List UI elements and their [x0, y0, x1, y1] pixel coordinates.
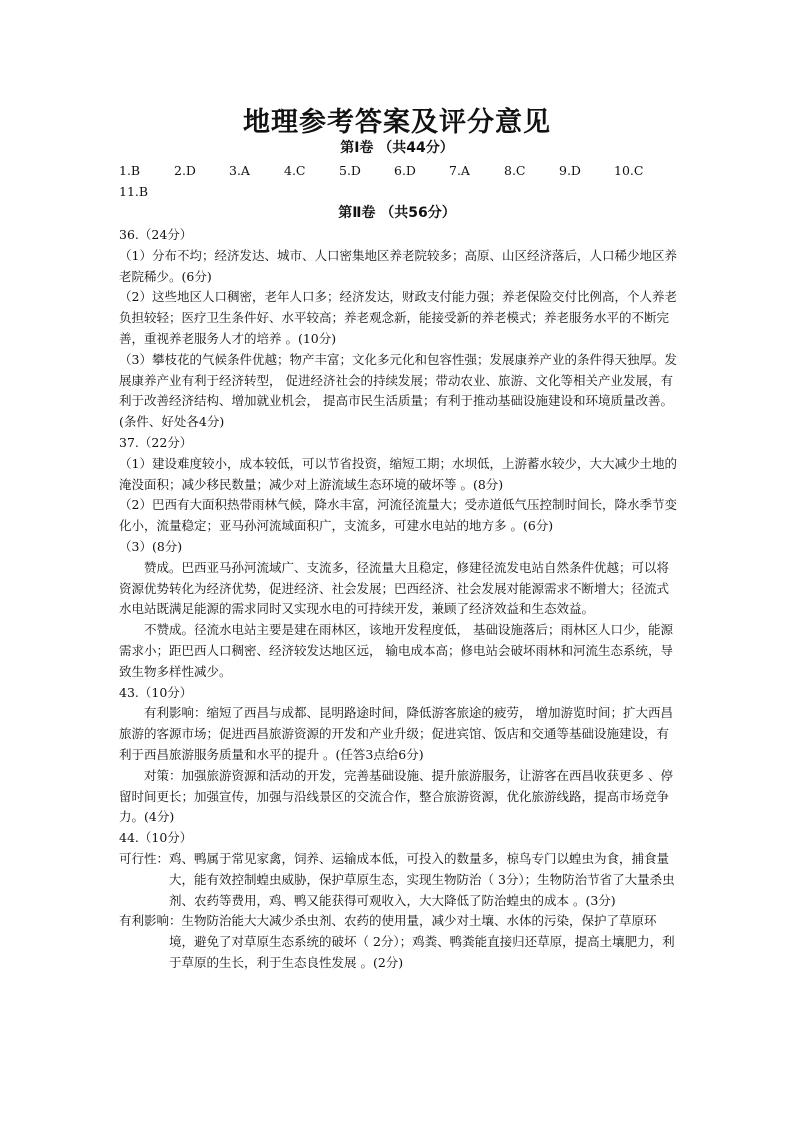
answer-item: 11.B: [119, 184, 149, 199]
answer-item: 7.A: [449, 163, 470, 178]
answer-paragraph: 有利影响：缩短了西昌与成都、昆明路途时间，降低游客旅途的疲劳， 增加游览时间；扩大西昌旅游的客源市场；促进西昌旅游资源的开发和产业升级；促进宾馆、饭店和交通等基础设施建设，有利于西昌旅游服务质量和水平的提升 。(任答3点给6分): [119, 705, 673, 762]
answer-item: 2.D: [174, 163, 196, 178]
answer-paragraph: （1）分布不均；经济发达、城市、人口密集地区养老院较多；高原、山区经济落后，人口稀少地区养老院稀少。(6分): [119, 247, 677, 284]
answer-paragraph: 不赞成。径流水电站主要是建在雨林区，该地开发程度低， 基础设施落后；雨林区人口少，能源需求小；距巴西人口稠密、经济较发达地区远， 输电成本高；修电站会破坏雨林和河流生态系统，导致生物多样性减少。: [119, 622, 673, 679]
answer-paragraph: （2）这些地区人口稠密，老年人口多；经济发达，财政支付能力强；养老保险交付比例高，个人养老负担较轻；医疗卫生条件好、水平较高；养老观念新，能接受新的养老模式；养老服务水平的不断完善，重视养老服务人才的培养 。(10分): [119, 289, 677, 346]
question-heading: 36.（24分）: [119, 227, 193, 242]
answer-paragraph: 有利影响：生物防治能大大减少杀虫剂、农药的使用量，减少对土壤、水体的污染，保护了草原环境，避免了对草原生态系统的破坏（ 2分）；鸡粪、鸭粪能直接归还草原，提高土壤肥力，利于草原的生长，利于生态良性发展 。(2分): [119, 913, 675, 970]
answer-paragraph: 赞成。巴西亚马孙河流域广、支流多，径流量大且稳定，修建径流发电站自然条件优越；可以将资源优势转化为经济优势，促进经济、社会发展；巴西经济、社会发展对能源需求不断增大；径流式水电站既满足能源的需求同时又实现水电的可持续开发，兼顾了经济效益和生态效益。: [119, 559, 670, 617]
answer-item: 1.B: [119, 163, 141, 178]
answer-paragraph: （1）建设难度较小，成本较低，可以节省投资，缩短工期；水坝低，上游蓄水较少，大大减少土地的淹没面积；减少移民数量；减少对上游流域生态环境的破坏等 。(8分): [119, 455, 677, 492]
answer-paragraph: （2）巴西有大面积热带雨林气候，降水丰富，河流径流量大；受赤道低气压控制时间长，降水季节变化小，流量稳定；亚马孙河流域面积广，支流多，可建水电站的地方多 。(6分): [119, 497, 677, 534]
question-heading: 43.（10分）: [119, 684, 193, 700]
answer-item: 10.C: [614, 163, 644, 178]
multiple-choice-answers: [119, 160, 679, 202]
answer-item: 3.A: [229, 163, 250, 178]
part2-body: [119, 225, 679, 974]
answer-paragraph: （3）(8分): [119, 538, 183, 554]
answer-item: 9.D: [559, 163, 581, 178]
page-title: 地理参考答案及评分意见: [243, 107, 551, 138]
question-heading: 44.（10分）: [119, 830, 193, 846]
part2-heading: 第Ⅱ卷 （共56分）: [338, 205, 456, 221]
answer-item: 8.C: [504, 163, 526, 178]
part1-heading: 第Ⅰ卷 （共44分）: [340, 140, 454, 156]
answer-paragraph: （3）攀枝花的气候条件优越；物产丰富；文化多元化和包容性强；发展康养产业的条件得天独厚。发展康养产业有利于经济转型， 促进经济社会的持续发展；带动农业、旅游、文化等相关产业发展，有利于改善经济结构、增加就业机会， 提高市民生活质量；有利于推动基础设施建设和环境质量改善。(条件、好处各4分): [119, 351, 677, 430]
answer-paragraph: 可行性：鸡、鸭属于常见家禽，饲养、运输成本低，可投入的数量多，椋鸟专门以蝗虫为食，捕食量大，能有效控制蝗虫威胁，保护草原生态，实现生物防治（ 3分）；生物防治节省了大量杀虫剂、农药等费用，鸡、鸭又能获得可观收入，大大降低了防治蝗虫的成本 。(3分): [119, 850, 675, 908]
question-heading: 37.（22分）: [119, 434, 193, 450]
answer-item: 4.C: [284, 163, 306, 178]
answer-item: 5.D: [339, 163, 361, 178]
answer-paragraph: 对策：加强旅游资源和活动的开发，完善基础设施、提升旅游服务，让游客在西昌收获更多 、停留时间更长；加强宣传，加强与沿线景区的交流合作，整合旅游资源，优化旅游线路，提高市场竞争力。(4分): [119, 767, 673, 825]
answer-item: 6.D: [394, 163, 416, 178]
